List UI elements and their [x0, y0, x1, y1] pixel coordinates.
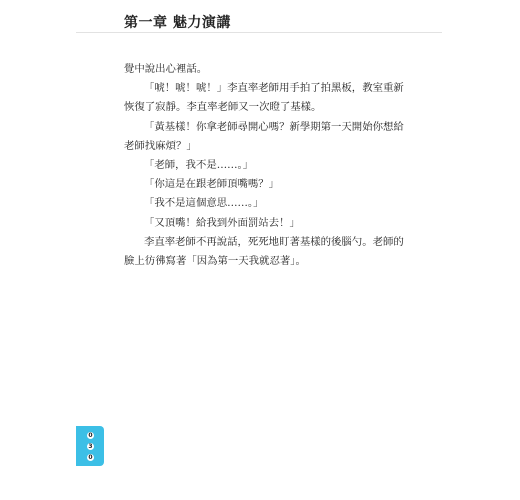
paragraph: 李直率老師不再說話，死死地盯著基樣的後腦勺。老師的臉上彷彿寫著「因為第一天我就忍著」。	[124, 235, 404, 268]
paragraph: 「又頂嘴！給我到外面罰站去！」	[144, 216, 300, 229]
paragraph: 「你這是在跟老師頂嘴嗎？」	[144, 178, 280, 191]
paragraph: 「黃基樣！你拿老師尋開心嗎？新學期第一天開始你想給老師找麻煩？」	[124, 120, 404, 152]
paragraph: 「我不是這個意思……。」	[144, 197, 264, 210]
chapter-title: 第一章 魅力演講	[124, 15, 231, 31]
paragraph: 「老師，我不是……。」	[144, 159, 254, 172]
page-number-digit: 3	[88, 443, 93, 450]
page-number-digit: 0	[88, 454, 93, 461]
paragraph: 覺中說出心裡話。	[124, 63, 208, 75]
header-divider	[76, 32, 442, 33]
body-text	[124, 60, 404, 271]
paragraph: 「唬！唬！唬！」李直率老師用手拍了拍黑板，教室重新恢復了寂靜。李直率老師又一次瞪了基樣。	[124, 82, 404, 114]
page-number-digit: 0	[88, 432, 93, 439]
